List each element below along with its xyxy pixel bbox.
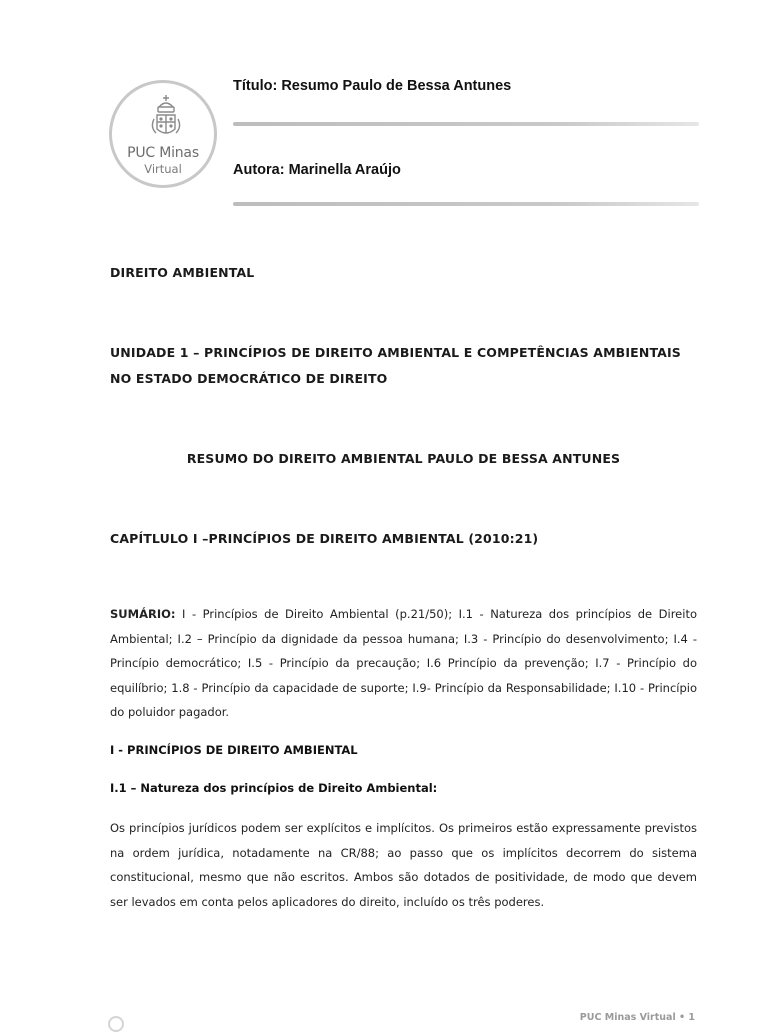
page-footer: PUC Minas Virtual • 1 — [579, 1012, 695, 1023]
heading-summary-title: RESUMO DO DIREITO AMBIENTAL PAULO DE BESSA ANTUNES — [186, 451, 621, 466]
document-author: Autora: Marinella Araújo — [233, 162, 401, 178]
title-divider — [233, 122, 699, 126]
coat-of-arms-icon — [146, 93, 186, 141]
puc-minas-logo — [109, 80, 217, 188]
sumario-paragraph — [110, 602, 697, 725]
sumario-label: SUMÁRIO: — [110, 607, 176, 621]
document-title: Título: Resumo Paulo de Bessa Antunes — [233, 78, 512, 94]
logo-subtitle: Virtual — [144, 162, 182, 176]
heading-direito-ambiental: DIREITO AMBIENTAL — [110, 265, 255, 280]
author-divider — [233, 202, 699, 206]
heading-chapter: CAPÍTLULO I –PRINCÍPIOS DE DIREITO AMBIENTAL (2010:21) — [110, 531, 539, 546]
section-heading: I - PRINCÍPIOS DE DIREITO AMBIENTAL — [110, 743, 358, 757]
body-paragraph: Os princípios jurídicos podem ser explícitos e implícitos. Os primeiros estão expressamente previstos na ordem jurídica, notadamente na CR/88; ao passo que os implícitos decorrem do sistema constitucional, mesmo que não escritos. Ambos são dotados de positividade, de modo que devem ser levados em conta pelos aplicadores do direito, incluído os três poderes. — [110, 821, 697, 909]
heading-unit-line-2: NO ESTADO DEMOCRÁTICO DE DIREITO — [110, 371, 388, 386]
heading-unit-line-1: UNIDADE 1 – PRINCÍPIOS DE DIREITO AMBIENTAL E COMPETÊNCIAS AMBIENTAIS — [110, 345, 681, 360]
logo-name: PUC Minas — [127, 145, 199, 161]
footer-logo-icon — [108, 1016, 124, 1032]
sumario-text: I - Princípios de Direito Ambiental (p.21/50); I.1 - Natureza dos princípios de Direito Ambiental; I.2 – Princípio da dignidade da pessoa humana; I.3 - Princípio do desenvolvimento; I.4 - Princípio democrático; I.5 - Princípio da precaução; I.6 Princípio da prevenção; I.7 - Princípio do equilíbrio; 1.8 - Princípio da capacidade de suporte; I.9- Princípio da Responsabilidade; I.10 - Princípio do poluidor pagador. — [110, 607, 697, 719]
subsection-heading: I.1 – Natureza dos princípios de Direito Ambiental: — [110, 781, 438, 795]
